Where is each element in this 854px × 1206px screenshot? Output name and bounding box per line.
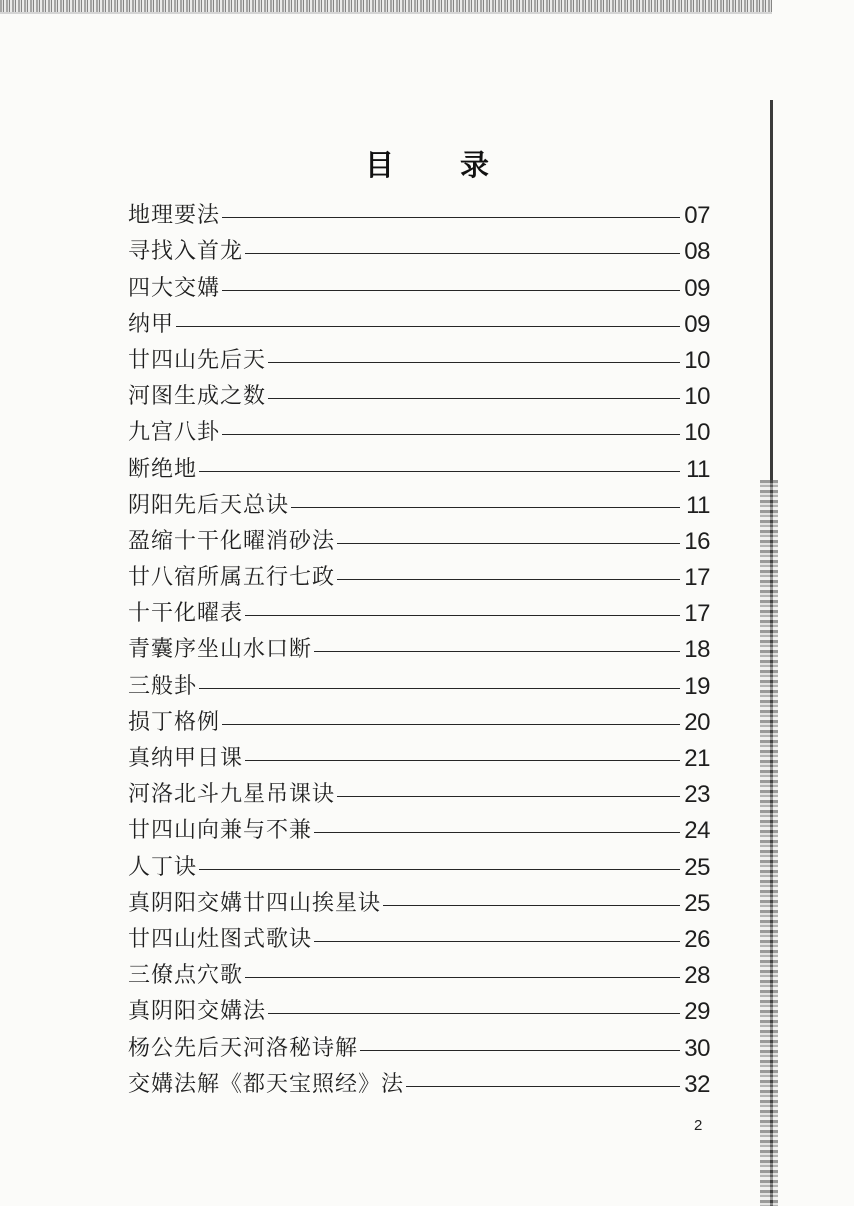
table-of-contents bbox=[128, 195, 710, 1100]
toc-entry bbox=[128, 955, 710, 991]
toc-entry-title: 地理要法 bbox=[128, 203, 221, 229]
toc-leader-line bbox=[268, 1013, 680, 1014]
toc-entry-page: 17 bbox=[684, 600, 710, 628]
toc-leader-line bbox=[268, 398, 680, 399]
toc-entry-page: 21 bbox=[684, 745, 710, 772]
toc-entry-title: 真阴阳交媾廿四山挨星诀 bbox=[128, 890, 382, 916]
toc-leader-line bbox=[199, 688, 680, 689]
toc-entry-page: 18 bbox=[684, 636, 710, 664]
toc-entry-title: 四大交媾 bbox=[128, 275, 221, 301]
toc-leader-line bbox=[337, 543, 680, 544]
toc-entry-page: 10 bbox=[684, 346, 710, 374]
toc-entry-page: 11 bbox=[686, 455, 710, 483]
toc-entry bbox=[128, 485, 710, 521]
toc-entry bbox=[128, 304, 710, 340]
toc-entry-page: 08 bbox=[684, 238, 710, 266]
toc-entry-title: 人丁诀 bbox=[128, 854, 198, 880]
toc-entry-title: 寻找入首龙 bbox=[128, 239, 244, 265]
toc-leader-line bbox=[176, 326, 680, 327]
toc-entry bbox=[128, 412, 710, 448]
toc-entry-title: 廿四山向兼与不兼 bbox=[128, 818, 313, 844]
toc-leader-line bbox=[314, 832, 680, 833]
toc-entry-page: 16 bbox=[684, 527, 710, 555]
toc-entry-page: 30 bbox=[684, 1034, 710, 1062]
toc-entry-title: 纳甲 bbox=[128, 311, 175, 337]
toc-leader-line bbox=[360, 1050, 680, 1051]
toc-entry-title: 青囊序坐山水口断 bbox=[128, 637, 313, 663]
toc-entry bbox=[128, 738, 710, 774]
toc-leader-line bbox=[222, 724, 680, 725]
toc-leader-line bbox=[337, 796, 680, 797]
page-number: 2 bbox=[694, 1117, 703, 1134]
toc-entry bbox=[128, 557, 710, 593]
page-title: 目 录 bbox=[364, 148, 518, 182]
toc-entry bbox=[128, 665, 710, 701]
toc-entry bbox=[128, 340, 710, 376]
scan-edge-top bbox=[0, 0, 772, 12]
toc-leader-line bbox=[222, 434, 680, 435]
toc-entry-page: 28 bbox=[684, 962, 710, 990]
toc-leader-line bbox=[383, 905, 680, 906]
toc-leader-line bbox=[291, 507, 680, 508]
toc-leader-line bbox=[199, 869, 680, 870]
toc-entry bbox=[128, 991, 710, 1027]
toc-entry-title: 断绝地 bbox=[128, 456, 198, 482]
toc-leader-line bbox=[245, 253, 680, 254]
toc-entry-page: 10 bbox=[684, 419, 710, 447]
toc-entry-page: 10 bbox=[684, 383, 710, 411]
toc-entry-page: 20 bbox=[684, 708, 710, 736]
toc-leader-line bbox=[406, 1086, 680, 1087]
toc-entry bbox=[128, 629, 710, 665]
toc-entry-page: 32 bbox=[684, 1070, 710, 1098]
toc-entry bbox=[128, 883, 710, 919]
toc-entry-page: 11 bbox=[686, 491, 710, 519]
toc-leader-line bbox=[245, 615, 680, 616]
toc-entry-title: 损丁格例 bbox=[128, 709, 221, 735]
toc-entry bbox=[128, 593, 710, 629]
toc-entry bbox=[128, 267, 710, 303]
toc-entry bbox=[128, 702, 710, 738]
toc-entry bbox=[128, 195, 710, 231]
toc-entry-title: 廿四山灶图式歌诀 bbox=[128, 926, 313, 952]
toc-entry-page: 17 bbox=[684, 564, 710, 592]
scan-binding-shadow bbox=[760, 480, 778, 1206]
toc-entry-title: 盈缩十干化曜消砂法 bbox=[128, 528, 336, 554]
toc-entry-title: 河图生成之数 bbox=[128, 384, 267, 410]
toc-entry-title: 九宫八卦 bbox=[128, 420, 221, 446]
toc-entry-page: 07 bbox=[684, 202, 710, 230]
toc-entry bbox=[128, 810, 710, 846]
toc-entry-page: 19 bbox=[684, 672, 710, 700]
toc-leader-line bbox=[222, 217, 680, 218]
toc-entry-title: 真纳甲日课 bbox=[128, 746, 244, 771]
toc-entry-title: 阴阳先后天总诀 bbox=[128, 492, 290, 518]
toc-leader-line bbox=[314, 941, 680, 942]
toc-entry bbox=[128, 1027, 710, 1063]
toc-entry-page: 09 bbox=[684, 310, 710, 338]
toc-leader-line bbox=[245, 977, 680, 978]
toc-leader-line bbox=[337, 579, 680, 580]
toc-entry-page: 23 bbox=[684, 781, 710, 809]
toc-entry-page: 25 bbox=[684, 853, 710, 881]
toc-entry-page: 24 bbox=[684, 817, 710, 845]
toc-entry bbox=[128, 774, 710, 810]
toc-entry bbox=[128, 448, 710, 484]
toc-entry-title: 三僚点穴歌 bbox=[128, 963, 244, 989]
toc-entry-title: 交媾法解《都天宝照经》法 bbox=[128, 1071, 405, 1097]
toc-entry-page: 25 bbox=[684, 889, 710, 917]
toc-entry-title: 廿四山先后天 bbox=[128, 347, 267, 373]
toc-entry-title: 廿八宿所属五行七政 bbox=[128, 565, 336, 591]
toc-entry-page: 29 bbox=[684, 998, 710, 1026]
toc-leader-line bbox=[268, 362, 680, 363]
toc-entry-title: 三般卦 bbox=[128, 673, 198, 699]
toc-entry-title: 十干化曜表 bbox=[128, 601, 244, 627]
toc-entry-title: 杨公先后天河洛秘诗解 bbox=[128, 1035, 359, 1061]
toc-leader-line bbox=[222, 290, 680, 291]
toc-entry bbox=[128, 1064, 710, 1100]
toc-entry bbox=[128, 231, 710, 267]
toc-leader-line bbox=[245, 760, 680, 761]
toc-entry-title: 河洛北斗九星吊课诀 bbox=[128, 782, 336, 808]
toc-entry bbox=[128, 521, 710, 557]
toc-entry-page: 26 bbox=[684, 925, 710, 953]
toc-entry bbox=[128, 919, 710, 955]
toc-leader-line bbox=[199, 471, 680, 472]
toc-entry-title: 真阴阳交媾法 bbox=[128, 999, 267, 1025]
toc-entry bbox=[128, 376, 710, 412]
toc-entry-page: 09 bbox=[684, 274, 710, 302]
toc-leader-line bbox=[314, 651, 680, 652]
toc-entry bbox=[128, 846, 710, 882]
